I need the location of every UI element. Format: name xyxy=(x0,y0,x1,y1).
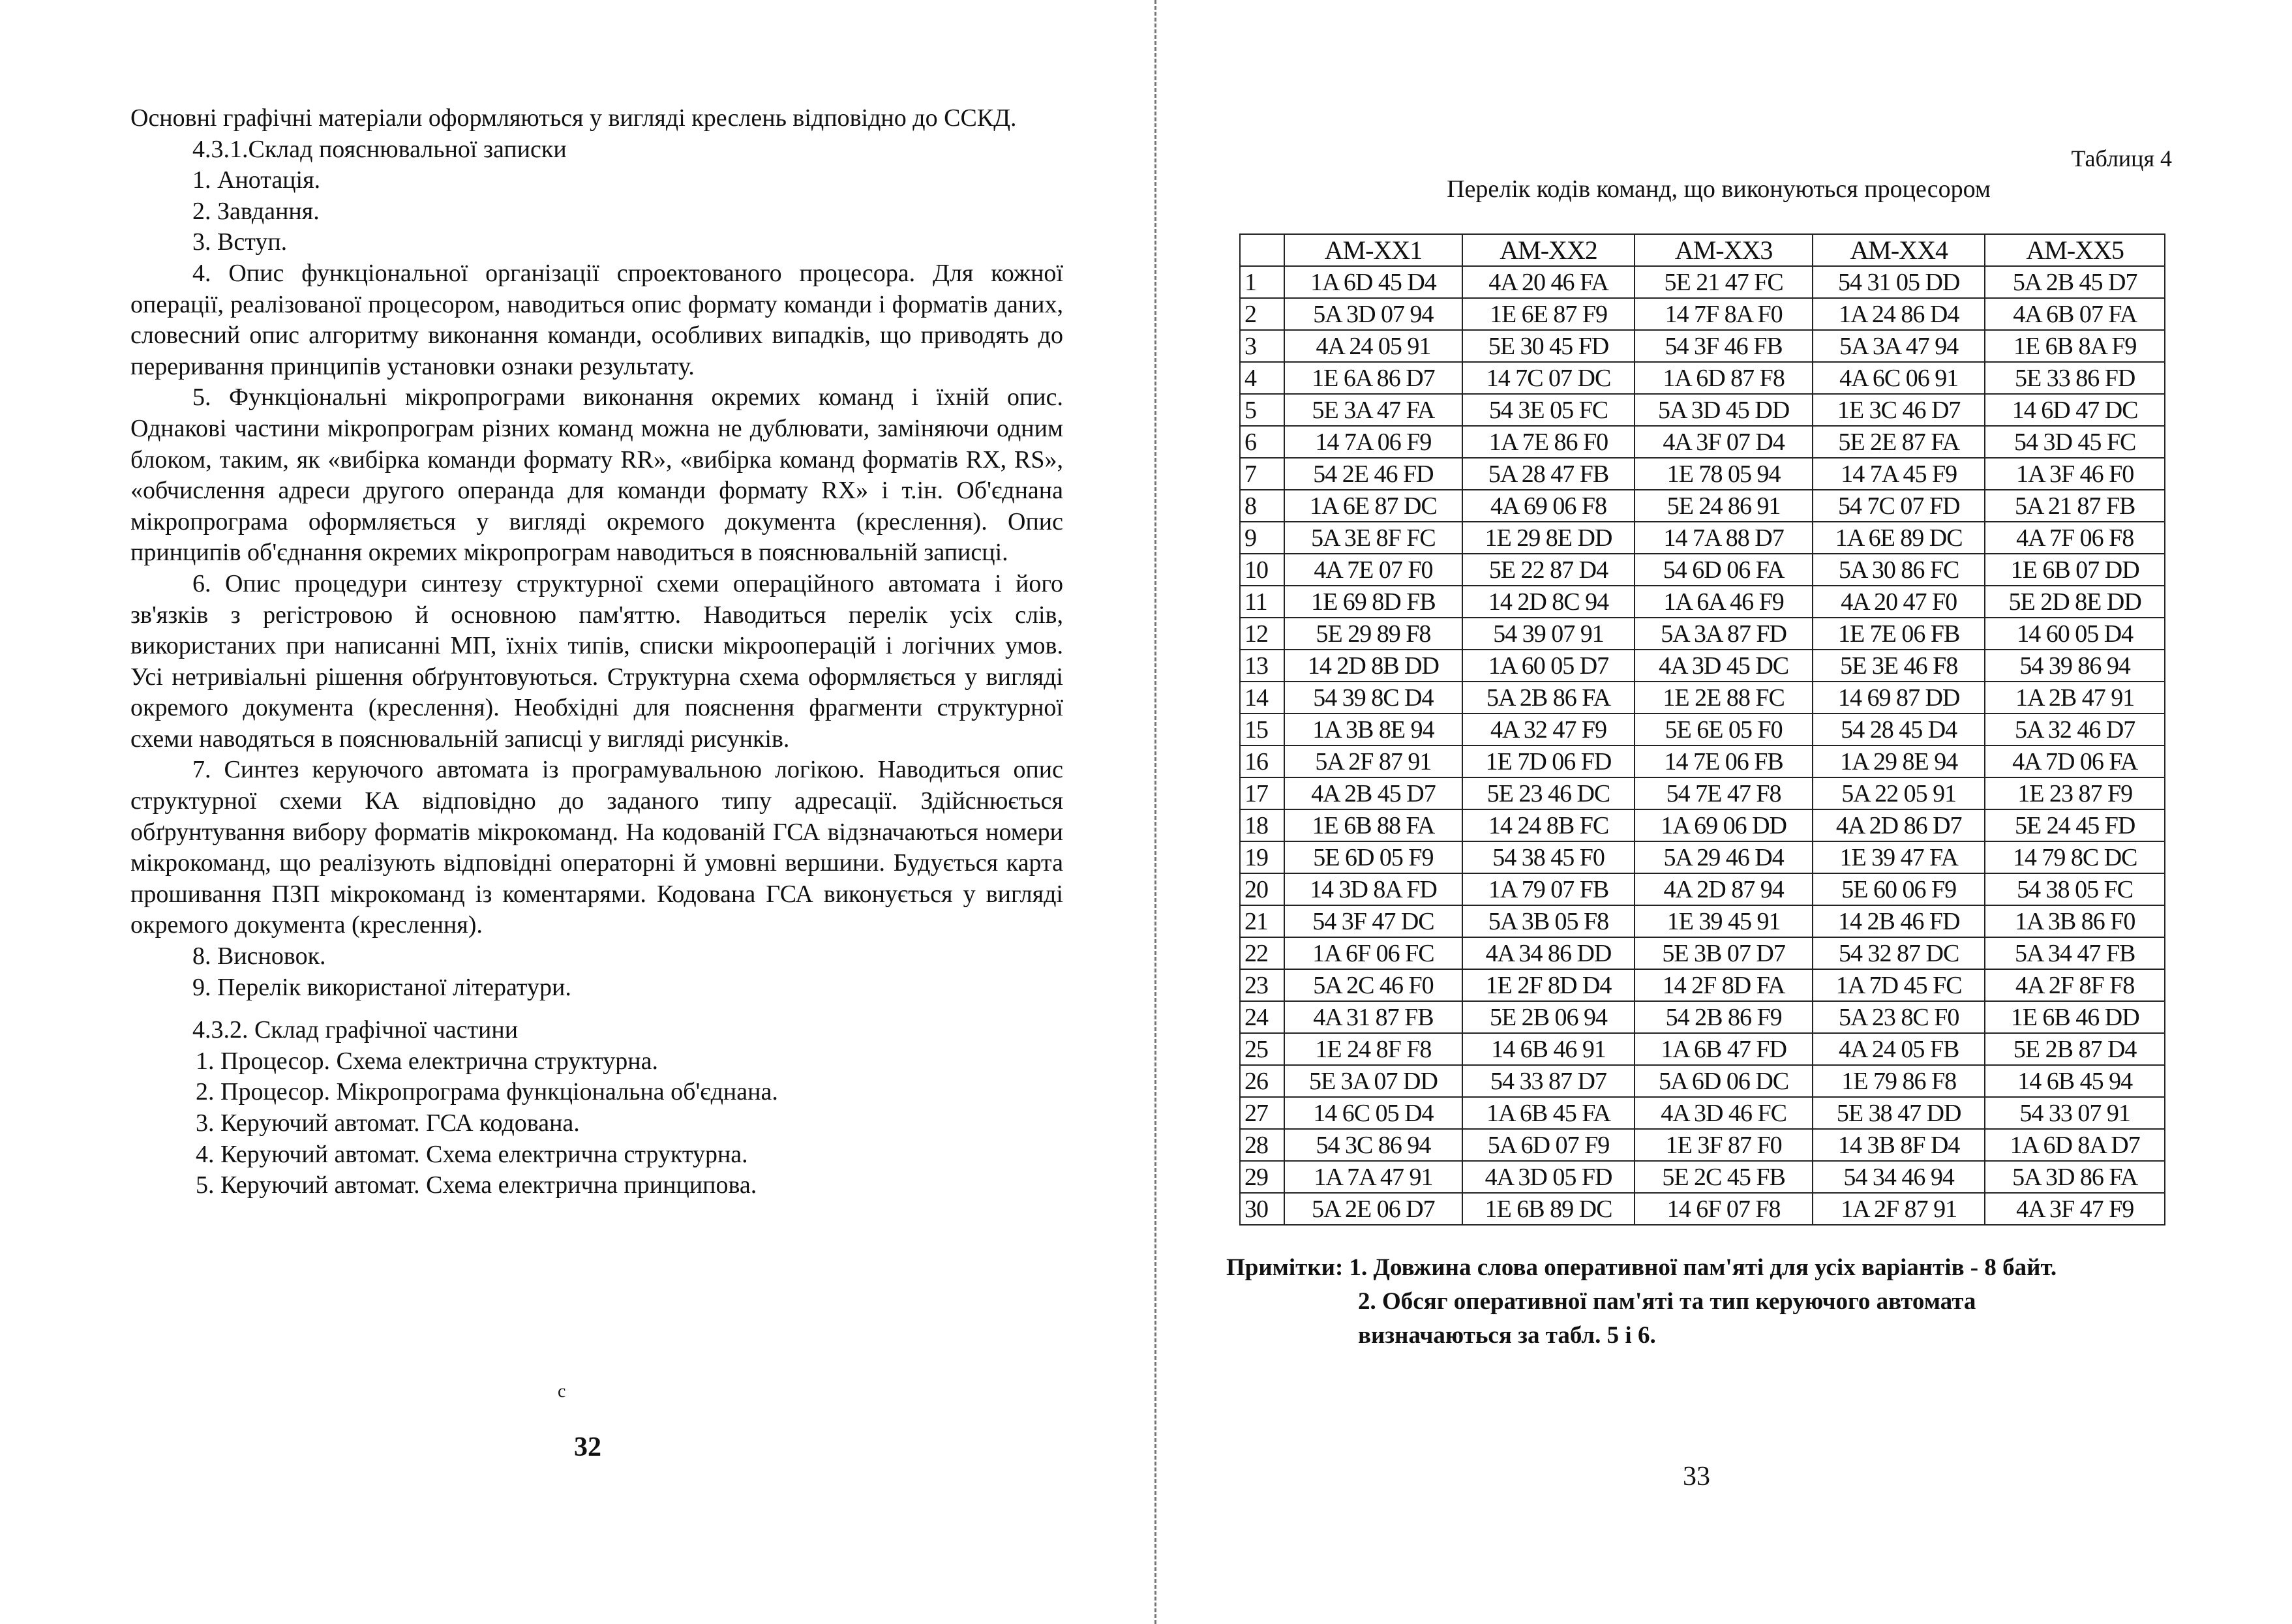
section-432-heading: 4.3.2. Склад графічної частини xyxy=(192,1016,519,1044)
code-cell: 1E 6B 46 DD xyxy=(1985,1001,2165,1033)
code-cell: 14 2F 8D FA xyxy=(1635,969,1813,1001)
code-cell: 4A 3F 07 D4 xyxy=(1635,426,1813,458)
table-row xyxy=(1240,682,2165,714)
code-cell: 54 31 05 DD xyxy=(1813,266,1985,298)
table-row xyxy=(1240,362,2165,394)
table-row xyxy=(1240,809,2165,841)
row-number-cell: 29 xyxy=(1240,1161,1284,1193)
table-row xyxy=(1240,298,2165,330)
code-cell: 5A 3B 05 F8 xyxy=(1462,905,1635,937)
table-row xyxy=(1240,554,2165,586)
code-cell: 5E 30 45 FD xyxy=(1462,330,1635,362)
code-cell: 1E 69 8D FB xyxy=(1284,586,1462,618)
code-cell: 1E 3F 87 F0 xyxy=(1635,1129,1813,1161)
row-number-cell: 12 xyxy=(1240,618,1284,650)
code-cell: 54 7E 47 F8 xyxy=(1635,777,1813,809)
table-row xyxy=(1240,394,2165,426)
code-cell: 5E 6E 05 F0 xyxy=(1635,714,1813,745)
table-label: Таблиця 4 xyxy=(2071,145,2172,172)
list-item: 6. Опис процедури синтезу структурної схеми операційного автомата і його зв'язків з регістровою й основною пам'яттю. Наводиться перелік усіх слів, використаних при написанні МП, їхніх типів, списки мікрооперацій і логічних умов. Усі нетривіальні рішення обґрунтовуються. Структурна схема оформляється у вигляді окремого документа (креслення). Необхідні для пояснення фрагменти структурної схеми наводяться в пояснювальній записці у вигляді рисунків. xyxy=(130,569,1063,753)
code-cell: 54 38 05 FC xyxy=(1985,873,2165,905)
code-cell: 14 7F 8A F0 xyxy=(1635,298,1813,330)
code-cell: 4A 7F 06 F8 xyxy=(1985,522,2165,554)
code-cell: 1A 6E 87 DC xyxy=(1284,490,1462,522)
code-cell: 5A 3E 8F FC xyxy=(1284,522,1462,554)
code-cell: 5E 3E 46 F8 xyxy=(1813,650,1985,682)
row-number-cell: 22 xyxy=(1240,937,1284,969)
column-header: AM-XX2 xyxy=(1462,234,1635,266)
note-2-continuation: визначаються за табл. 5 і 6. xyxy=(1358,1322,1656,1349)
row-number-cell: 8 xyxy=(1240,490,1284,522)
code-cell: 14 6F 07 F8 xyxy=(1635,1193,1813,1225)
code-cell: 4A 20 47 F0 xyxy=(1813,586,1985,618)
list-item: 8. Висновок. xyxy=(192,942,326,970)
table-row xyxy=(1240,1161,2165,1193)
code-cell: 54 2B 86 F9 xyxy=(1635,1001,1813,1033)
code-cell: 5A 3D 07 94 xyxy=(1284,298,1462,330)
code-cell: 4A 69 06 F8 xyxy=(1462,490,1635,522)
row-number-cell: 28 xyxy=(1240,1129,1284,1161)
code-cell: 5A 34 47 FB xyxy=(1985,937,2165,969)
code-cell: 4A 34 86 DD xyxy=(1462,937,1635,969)
table-row xyxy=(1240,650,2165,682)
code-cell: 1A 69 06 DD xyxy=(1635,809,1813,841)
code-cell: 5E 33 86 FD xyxy=(1985,362,2165,394)
table-row xyxy=(1240,266,2165,298)
code-cell: 1E 23 87 F9 xyxy=(1985,777,2165,809)
code-cell: 5A 28 47 FB xyxy=(1462,458,1635,490)
code-cell: 5E 2B 87 D4 xyxy=(1985,1033,2165,1065)
code-cell: 5E 2D 8E DD xyxy=(1985,586,2165,618)
table-row xyxy=(1240,1033,2165,1065)
row-number-cell: 27 xyxy=(1240,1097,1284,1129)
code-cell: 54 39 86 94 xyxy=(1985,650,2165,682)
code-cell: 5E 23 46 DC xyxy=(1462,777,1635,809)
row-number-cell: 26 xyxy=(1240,1065,1284,1097)
code-cell: 14 7A 06 F9 xyxy=(1284,426,1462,458)
code-cell: 4A 3F 47 F9 xyxy=(1985,1193,2165,1225)
code-cell: 4A 2D 87 94 xyxy=(1635,873,1813,905)
code-cell: 4A 2B 45 D7 xyxy=(1284,777,1462,809)
code-cell: 1A 2F 87 91 xyxy=(1813,1193,1985,1225)
row-number-cell: 24 xyxy=(1240,1001,1284,1033)
code-cell: 4A 3D 45 DC xyxy=(1635,650,1813,682)
code-cell: 5A 22 05 91 xyxy=(1813,777,1985,809)
column-header xyxy=(1240,234,1284,266)
code-cell: 14 6B 46 91 xyxy=(1462,1033,1635,1065)
code-cell: 4A 32 47 F9 xyxy=(1462,714,1635,745)
table-row xyxy=(1240,905,2165,937)
code-cell: 1E 2F 8D D4 xyxy=(1462,969,1635,1001)
code-cell: 14 3B 8F D4 xyxy=(1813,1129,1985,1161)
row-number-cell: 13 xyxy=(1240,650,1284,682)
table-row xyxy=(1240,937,2165,969)
code-cell: 54 33 87 D7 xyxy=(1462,1065,1635,1097)
section-431-heading: 4.3.1.Склад пояснювальної записки xyxy=(192,135,567,163)
code-cell: 5A 23 8C F0 xyxy=(1813,1001,1985,1033)
code-cell: 4A 3D 46 FC xyxy=(1635,1097,1813,1129)
row-number-cell: 23 xyxy=(1240,969,1284,1001)
code-cell: 54 3D 45 FC xyxy=(1985,426,2165,458)
code-cell: 54 3E 05 FC xyxy=(1462,394,1635,426)
code-cell: 1E 6B 88 FA xyxy=(1284,809,1462,841)
row-number-cell: 2 xyxy=(1240,298,1284,330)
code-cell: 1A 6B 45 FA xyxy=(1462,1097,1635,1129)
code-cell: 1E 6B 8A F9 xyxy=(1985,330,2165,362)
row-number-cell: 25 xyxy=(1240,1033,1284,1065)
column-header: AM-XX3 xyxy=(1635,234,1813,266)
code-cell: 1E 79 86 F8 xyxy=(1813,1065,1985,1097)
table-row xyxy=(1240,969,2165,1001)
row-number-cell: 18 xyxy=(1240,809,1284,841)
code-cell: 1E 24 8F F8 xyxy=(1284,1033,1462,1065)
code-cell: 1A 2B 47 91 xyxy=(1985,682,2165,714)
table-row xyxy=(1240,490,2165,522)
row-number-cell: 4 xyxy=(1240,362,1284,394)
code-cell: 1E 78 05 94 xyxy=(1635,458,1813,490)
page-number-left: 32 xyxy=(574,1432,601,1462)
code-cell: 1A 7D 45 FC xyxy=(1813,969,1985,1001)
code-cell: 5A 3A 87 FD xyxy=(1635,618,1813,650)
table-row xyxy=(1240,522,2165,554)
code-cell: 5E 2C 45 FB xyxy=(1635,1161,1813,1193)
code-cell: 1A 3F 46 F0 xyxy=(1985,458,2165,490)
list-item: 3. Вступ. xyxy=(192,228,288,256)
graphic-list-item: 5. Керуючий автомат. Схема електрична принципова. xyxy=(196,1171,757,1199)
table-notes xyxy=(1226,1251,2057,1353)
code-cell: 1E 2E 88 FC xyxy=(1635,682,1813,714)
table-row xyxy=(1240,458,2165,490)
code-cell: 4A 7E 07 F0 xyxy=(1284,554,1462,586)
code-cell: 14 7C 07 DC xyxy=(1462,362,1635,394)
code-cell: 54 32 87 DC xyxy=(1813,937,1985,969)
code-cell: 1E 6B 89 DC xyxy=(1462,1193,1635,1225)
code-cell: 5A 2F 87 91 xyxy=(1284,745,1462,777)
code-cell: 5E 3A 47 FA xyxy=(1284,394,1462,426)
row-number-cell: 3 xyxy=(1240,330,1284,362)
code-cell: 14 7A 88 D7 xyxy=(1635,522,1813,554)
table-row xyxy=(1240,618,2165,650)
code-cell: 5E 3B 07 D7 xyxy=(1635,937,1813,969)
code-cell: 14 6B 45 94 xyxy=(1985,1065,2165,1097)
code-cell: 4A 24 05 FB xyxy=(1813,1033,1985,1065)
code-cell: 4A 2F 8F F8 xyxy=(1985,969,2165,1001)
code-cell: 1A 6A 46 F9 xyxy=(1635,586,1813,618)
code-cell: 1A 79 07 FB xyxy=(1462,873,1635,905)
code-cell: 1A 7A 47 91 xyxy=(1284,1161,1462,1193)
row-number-cell: 16 xyxy=(1240,745,1284,777)
code-cell: 5A 29 46 D4 xyxy=(1635,841,1813,873)
column-header: AM-XX5 xyxy=(1985,234,2165,266)
code-cell: 1E 6B 07 DD xyxy=(1985,554,2165,586)
code-cell: 4A 6B 07 FA xyxy=(1985,298,2165,330)
code-cell: 5A 2B 45 D7 xyxy=(1985,266,2165,298)
code-cell: 1E 3C 46 D7 xyxy=(1813,394,1985,426)
row-number-cell: 20 xyxy=(1240,873,1284,905)
stray-mark: c xyxy=(558,1381,566,1402)
code-cell: 1A 6D 8A D7 xyxy=(1985,1129,2165,1161)
code-cell: 54 33 07 91 xyxy=(1985,1097,2165,1129)
code-cell: 14 2D 8B DD xyxy=(1284,650,1462,682)
row-number-cell: 6 xyxy=(1240,426,1284,458)
column-header: AM-XX4 xyxy=(1813,234,1985,266)
code-cell: 14 6D 47 DC xyxy=(1985,394,2165,426)
code-cell: 14 60 05 D4 xyxy=(1985,618,2165,650)
code-cell: 1A 60 05 D7 xyxy=(1462,650,1635,682)
code-cell: 1E 39 45 91 xyxy=(1635,905,1813,937)
list-item: 9. Перелік використаної літератури. xyxy=(192,973,571,1001)
table-row xyxy=(1240,841,2165,873)
code-cell: 1A 6F 06 FC xyxy=(1284,937,1462,969)
code-cell: 5A 6D 06 DC xyxy=(1635,1065,1813,1097)
code-cell: 54 7C 07 FD xyxy=(1813,490,1985,522)
code-cell: 5A 30 86 FC xyxy=(1813,554,1985,586)
code-cell: 5A 3D 45 DD xyxy=(1635,394,1813,426)
row-number-cell: 9 xyxy=(1240,522,1284,554)
code-cell: 54 3C 86 94 xyxy=(1284,1129,1462,1161)
code-cell: 5E 2E 87 FA xyxy=(1813,426,1985,458)
code-cell: 14 7E 06 FB xyxy=(1635,745,1813,777)
table-row xyxy=(1240,1065,2165,1097)
code-cell: 5E 3A 07 DD xyxy=(1284,1065,1462,1097)
code-cell: 14 2D 8C 94 xyxy=(1462,586,1635,618)
code-cell: 14 69 87 DD xyxy=(1813,682,1985,714)
graphic-list-item: 2. Процесор. Мікропрограма функціональна об'єднана. xyxy=(196,1078,778,1106)
row-number-cell: 10 xyxy=(1240,554,1284,586)
table-row xyxy=(1240,586,2165,618)
code-cell: 5A 2C 46 F0 xyxy=(1284,969,1462,1001)
list-item: 7. Синтез керуючого автомата із програмувальною логікою. Наводиться опис структурної схеми КА відповідно до заданого типу адресації. Здійснюється обґрунтування вибору форматів мікрокоманд. На кодованій ГСА відзначаються номери мікрокоманд, що реалізують відповідні операторні й умовні вершини. Будується карта прошивання ПЗП мікрокоманд із коментарями. Кодована ГСА виконується у вигляді окремого документа (креслення). xyxy=(130,756,1063,939)
code-cell: 54 39 07 91 xyxy=(1462,618,1635,650)
code-cell: 5A 2B 86 FA xyxy=(1462,682,1635,714)
code-cell: 5E 29 89 F8 xyxy=(1284,618,1462,650)
row-number-cell: 11 xyxy=(1240,586,1284,618)
code-cell: 1E 6E 87 F9 xyxy=(1462,298,1635,330)
page-fold-divider xyxy=(1154,0,1156,1624)
code-cell: 5E 6D 05 F9 xyxy=(1284,841,1462,873)
table-title: Перелік кодів команд, що виконуються процесором xyxy=(1447,175,1991,203)
code-cell: 5E 60 06 F9 xyxy=(1813,873,1985,905)
command-codes-table xyxy=(1239,233,2165,1226)
code-cell: 5E 2B 06 94 xyxy=(1462,1001,1635,1033)
note-2: 2. Обсяг оперативної пам'яті та тип керуючого автомата xyxy=(1358,1288,1976,1315)
code-cell: 1A 7E 86 F0 xyxy=(1462,426,1635,458)
row-number-cell: 21 xyxy=(1240,905,1284,937)
code-cell: 1A 29 8E 94 xyxy=(1813,745,1985,777)
code-cell: 1E 7D 06 FD xyxy=(1462,745,1635,777)
code-cell: 1A 6B 47 FD xyxy=(1635,1033,1813,1065)
code-cell: 4A 20 46 FA xyxy=(1462,266,1635,298)
code-cell: 5A 2E 06 D7 xyxy=(1284,1193,1462,1225)
list-item: 2. Завдання. xyxy=(192,197,320,225)
code-cell: 1A 6E 89 DC xyxy=(1813,522,1985,554)
code-cell: 14 3D 8A FD xyxy=(1284,873,1462,905)
intro-paragraph: Основні графічні матеріали оформляються у вигляді креслень відповідно до ССКД. xyxy=(130,104,1017,132)
code-cell: 4A 2D 86 D7 xyxy=(1813,809,1985,841)
table-row xyxy=(1240,1193,2165,1225)
column-header: AM-XX1 xyxy=(1284,234,1462,266)
row-number-cell: 1 xyxy=(1240,266,1284,298)
list-item: 5. Функціональні мікропрограми виконання окремих команд і їхній опис. Однакові частини мікропрограм різних команд можна не дублювати, заміняючи одним блоком, таким, як «вибірка команди формату RR», «вибірка команд форматів RX, RS», «обчислення адреси другого операнда для команди формату RX» і т.ін. Об'єднана мікропрограма оформляється у вигляді окремого документа (креслення). Опис принципів об'єднання окремих мікропрограм наводиться в пояснювальній записці. xyxy=(130,383,1063,567)
table-header-row xyxy=(1240,234,2165,266)
row-number-cell: 19 xyxy=(1240,841,1284,873)
table-row xyxy=(1240,714,2165,745)
code-cell: 5A 32 46 D7 xyxy=(1985,714,2165,745)
code-cell: 5E 38 47 DD xyxy=(1813,1097,1985,1129)
table-row xyxy=(1240,330,2165,362)
code-cell: 1A 6D 87 F8 xyxy=(1635,362,1813,394)
code-cell: 1A 24 86 D4 xyxy=(1813,298,1985,330)
code-cell: 5E 22 87 D4 xyxy=(1462,554,1635,586)
left-page-text xyxy=(130,103,1063,1201)
code-cell: 5E 24 86 91 xyxy=(1635,490,1813,522)
code-cell: 1A 3B 86 F0 xyxy=(1985,905,2165,937)
table-row xyxy=(1240,1001,2165,1033)
note-1: Примітки: 1. Довжина слова оперативної пам'яті для усіх варіантів - 8 байт. xyxy=(1226,1254,2057,1281)
graphic-list-item: 1. Процесор. Схема електрична структурна. xyxy=(196,1047,658,1075)
graphic-list-item: 3. Керуючий автомат. ГСА кодована. xyxy=(196,1109,580,1137)
row-number-cell: 7 xyxy=(1240,458,1284,490)
code-cell: 14 6C 05 D4 xyxy=(1284,1097,1462,1129)
table-row xyxy=(1240,873,2165,905)
table-row xyxy=(1240,745,2165,777)
code-cell: 1E 6A 86 D7 xyxy=(1284,362,1462,394)
code-cell: 54 38 45 F0 xyxy=(1462,841,1635,873)
code-cell: 5A 3A 47 94 xyxy=(1813,330,1985,362)
code-cell: 4A 7D 06 FA xyxy=(1985,745,2165,777)
code-cell: 14 24 8B FC xyxy=(1462,809,1635,841)
code-cell: 4A 3D 05 FD xyxy=(1462,1161,1635,1193)
code-cell: 5A 6D 07 F9 xyxy=(1462,1129,1635,1161)
code-cell: 5E 21 47 FC xyxy=(1635,266,1813,298)
row-number-cell: 15 xyxy=(1240,714,1284,745)
page-number-right: 33 xyxy=(1683,1462,1710,1492)
code-cell: 14 2B 46 FD xyxy=(1813,905,1985,937)
code-cell: 1E 7E 06 FB xyxy=(1813,618,1985,650)
code-cell: 1E 39 47 FA xyxy=(1813,841,1985,873)
code-cell: 54 34 46 94 xyxy=(1813,1161,1985,1193)
graphic-list-item: 4. Керуючий автомат. Схема електрична структурна. xyxy=(196,1140,748,1168)
code-cell: 14 79 8C DC xyxy=(1985,841,2165,873)
code-cell: 4A 24 05 91 xyxy=(1284,330,1462,362)
code-cell: 5A 21 87 FB xyxy=(1985,490,2165,522)
code-cell: 4A 31 87 FB xyxy=(1284,1001,1462,1033)
code-cell: 54 3F 46 FB xyxy=(1635,330,1813,362)
code-cell: 4A 6C 06 91 xyxy=(1813,362,1985,394)
row-number-cell: 5 xyxy=(1240,394,1284,426)
list-item: 4. Опис функціональної організації спроектованого процесора. Для кожної операції, реалізованої процесором, наводиться опис формату команди і форматів даних, словесний опис алгоритму виконання команди, особливих випадків, що приводять до переривання принципів установки ознаки результату. xyxy=(130,259,1063,380)
code-cell: 54 6D 06 FA xyxy=(1635,554,1813,586)
table-row xyxy=(1240,777,2165,809)
code-cell: 54 28 45 D4 xyxy=(1813,714,1985,745)
list-item: 1. Анотація. xyxy=(192,166,321,194)
code-cell: 1E 29 8E DD xyxy=(1462,522,1635,554)
code-cell: 5E 24 45 FD xyxy=(1985,809,2165,841)
code-cell: 14 7A 45 F9 xyxy=(1813,458,1985,490)
table-row xyxy=(1240,1129,2165,1161)
code-cell: 5A 3D 86 FA xyxy=(1985,1161,2165,1193)
code-cell: 1A 3B 8E 94 xyxy=(1284,714,1462,745)
table-row xyxy=(1240,1097,2165,1129)
code-cell: 54 39 8C D4 xyxy=(1284,682,1462,714)
row-number-cell: 30 xyxy=(1240,1193,1284,1225)
row-number-cell: 17 xyxy=(1240,777,1284,809)
code-cell: 54 2E 46 FD xyxy=(1284,458,1462,490)
code-cell: 54 3F 47 DC xyxy=(1284,905,1462,937)
row-number-cell: 14 xyxy=(1240,682,1284,714)
table-row xyxy=(1240,426,2165,458)
code-cell: 1A 6D 45 D4 xyxy=(1284,266,1462,298)
